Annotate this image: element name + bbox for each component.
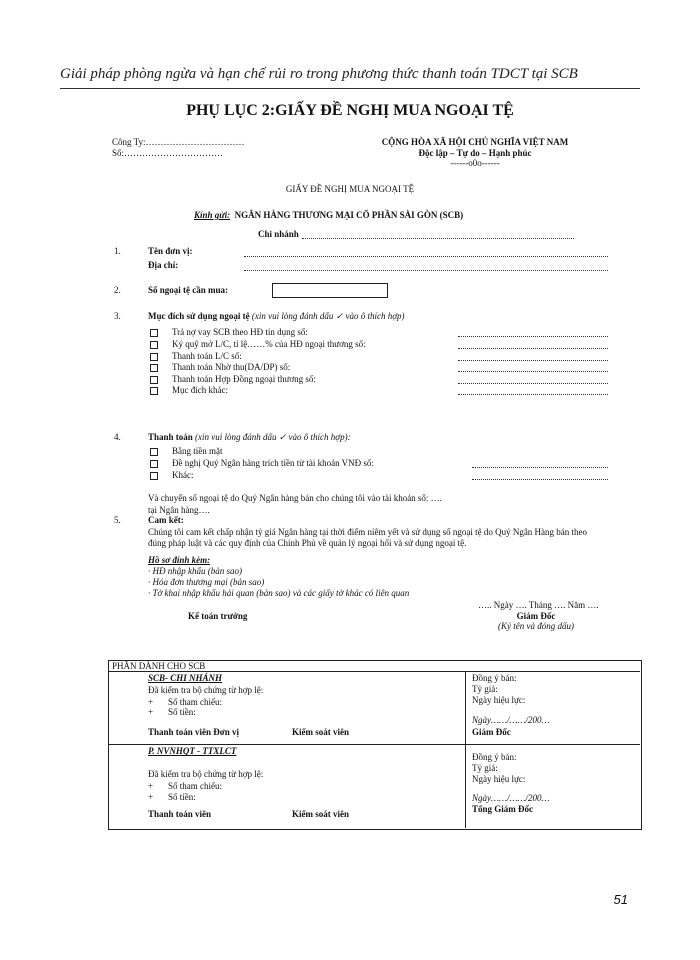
plus-sign: + [148, 781, 154, 791]
item1-num: 1. [114, 246, 121, 256]
purpose-option[interactable]: Mục đích khác: [150, 385, 228, 395]
branch-rate: Tỷ giá: [472, 684, 498, 694]
addressee-label: Kính gửi: [194, 210, 231, 220]
hq-director: Tổng Giám Đốc [472, 804, 534, 814]
ornament: ------o0o------ [450, 158, 500, 168]
hq-approve: Đồng ý bán: [472, 752, 517, 762]
branch-checked: Đã kiểm tra bộ chứng từ hợp lệ: [148, 685, 264, 695]
hq-amount: Số tiền: [168, 792, 196, 802]
purpose-option[interactable]: Thanh toán L/C số: [150, 351, 242, 361]
branch-signer-left: Thanh toán viên Đơn vị [148, 727, 240, 737]
branch-date: Ngày……/……/200… [472, 715, 550, 725]
plus-sign: + [148, 792, 154, 802]
checkbox[interactable] [150, 460, 158, 468]
option-line[interactable] [458, 348, 608, 349]
payment-option[interactable]: Bằng tiền mặt [150, 446, 223, 456]
hq-name: P. NVNHQT - TTXLCT [148, 746, 237, 756]
attachment-item: · Tờ khai nhập khẩu hải quan (bản sao) và các giấy tờ khác có liên quan [148, 588, 410, 598]
republic-title: CỘNG HÒA XÃ HỘI CHỦ NGHĨA VIỆT NAM [381, 137, 569, 147]
checkbox[interactable] [150, 387, 158, 395]
accountant-title: Kế toán trưởng [188, 611, 248, 621]
motto: Độc lập – Tự do – Hạnh phúc [418, 148, 532, 158]
option-line[interactable] [458, 394, 608, 395]
hq-signer-mid: Kiểm soát viên [292, 809, 349, 819]
transfer-line: Và chuyển số ngoại tệ do Quý Ngân hàng bán cho chúng tôi vào tài khoản số: …. [148, 493, 442, 503]
page-title: PHỤ LỤC 2:GIẤY ĐỀ NGHỊ MUA NGOẠI TỆ [186, 102, 514, 119]
hq-rate: Tỷ giá: [472, 763, 498, 773]
item5-num: 5. [114, 515, 121, 525]
option-line[interactable] [458, 360, 608, 361]
branch-name: SCB- CHI NHÁNH [148, 673, 223, 683]
branch-signer-mid: Kiểm soát viên [292, 727, 349, 737]
divider [465, 671, 466, 828]
item3-num: 3. [114, 311, 121, 321]
director-title: Giám Đốc [516, 611, 556, 621]
checkbox[interactable] [150, 364, 158, 372]
date-line: ….. Ngày …. Tháng …. Năm …. [478, 600, 599, 610]
hq-ref: Số tham chiếu: [168, 781, 222, 791]
divider [108, 671, 640, 672]
attachments-label: Hồ sơ đính kèm: [148, 555, 211, 565]
item4-num: 4. [114, 432, 121, 442]
payment-option[interactable]: Khác: [150, 470, 194, 480]
plus-sign: + [148, 707, 154, 717]
form-title: GIẤY ĐỀ NGHỊ MUA NGOẠI TỆ [285, 184, 415, 194]
amount-label: Số ngoại tệ cần mua: [148, 285, 229, 295]
attachment-item: · HĐ nhập khẩu (bản sao) [148, 566, 242, 576]
payment-label: Thanh toán [148, 432, 193, 442]
page-number: 51 [613, 892, 628, 907]
account-line[interactable] [472, 467, 608, 468]
branch-director: Giám Đốc [472, 727, 511, 737]
commit-text-1: Chúng tôi cam kết chấp nhận tỷ giá Ngân hàng tại thời điểm niêm yết và sử dụng số ngoại tệ do Quý Ngân Hàng bán theo [148, 527, 588, 537]
purpose-label: Mục đích sử dụng ngoại tệ [148, 311, 250, 321]
item3-heading [148, 311, 405, 322]
number-field: Số:…………………………… [112, 148, 224, 158]
other-line[interactable] [472, 479, 608, 480]
branch-line[interactable] [302, 238, 574, 239]
commit-label: Cam kết: [148, 515, 184, 525]
checkbox[interactable] [150, 448, 158, 456]
checkbox[interactable] [150, 329, 158, 337]
address-line[interactable] [244, 270, 608, 271]
divider [108, 744, 640, 745]
attachment-item: · Hóa đơn thương mại (bản sao) [148, 577, 265, 587]
scb-section-title: PHẦN DÀNH CHO SCB [112, 661, 206, 671]
payment-option[interactable]: Đề nghị Quý Ngân hàng trích tiền từ tài khoản VNĐ số: [150, 458, 374, 468]
purpose-option[interactable]: Ký quỹ mở L/C, tỉ lệ……% của HĐ ngoại thương số: [150, 339, 366, 349]
amount-input-box[interactable] [272, 283, 388, 298]
hq-effective: Ngày hiệu lực: [472, 774, 526, 784]
purpose-option[interactable]: Thanh toán Hợp Đồng ngoại thương số: [150, 374, 316, 384]
branch-amount: Số tiền: [168, 707, 196, 717]
option-line[interactable] [458, 336, 608, 337]
item2-num: 2. [114, 285, 121, 295]
item4-heading [148, 432, 351, 443]
option-line[interactable] [458, 383, 608, 384]
address-label: Địa chỉ: [148, 260, 179, 270]
unit-label: Tên đơn vị: [148, 246, 193, 256]
plus-sign: + [148, 697, 154, 707]
bank-name: NGÂN HÀNG THƯƠNG MẠI CỔ PHẦN SÀI GÒN (SCB) [234, 210, 464, 220]
hq-signer-left: Thanh toán viên [148, 809, 212, 819]
purpose-hint: (xin vui lòng đánh dấu ✓ vào ô thích hợp) [251, 311, 405, 321]
option-line[interactable] [458, 371, 608, 372]
company-field: Công Ty:…………………………… [112, 137, 245, 147]
checkbox[interactable] [150, 376, 158, 384]
checkbox[interactable] [150, 472, 158, 480]
branch-ref: Số tham chiếu: [168, 697, 222, 707]
bank-line: tại Ngân hàng…. [148, 505, 210, 515]
commit-text-2: đúng pháp luật và các quy định của Chính Phủ về quản lý ngoại hối và sử dụng ngoại tệ. [148, 538, 467, 548]
checkbox[interactable] [150, 353, 158, 361]
addressee [194, 210, 463, 220]
checkbox[interactable] [150, 341, 158, 349]
hq-date: Ngày……/……/200… [472, 793, 550, 803]
purpose-option[interactable]: Trả nợ vay SCB theo HĐ tín dụng số: [150, 327, 308, 337]
running-header: Giải pháp phòng ngừa và hạn chế rủi ro trong phương thức thanh toán TDCT tại SCB [60, 66, 578, 82]
unit-line[interactable] [244, 256, 608, 257]
payment-hint: (xin vui lòng đánh dấu ✓ vào ô thích hợp): [195, 432, 351, 442]
director-note: (Ký tên và đóng dấu) [498, 621, 574, 631]
branch-approve: Đồng ý bán: [472, 673, 517, 683]
header-rule [60, 88, 640, 89]
purpose-option[interactable]: Thanh toán Nhờ thu(DA/DP) số: [150, 362, 290, 372]
branch-effective: Ngày hiệu lực: [472, 695, 526, 705]
branch-label: Chi nhánh [258, 229, 299, 239]
hq-checked: Đã kiểm tra bộ chứng từ hợp lệ: [148, 769, 264, 779]
